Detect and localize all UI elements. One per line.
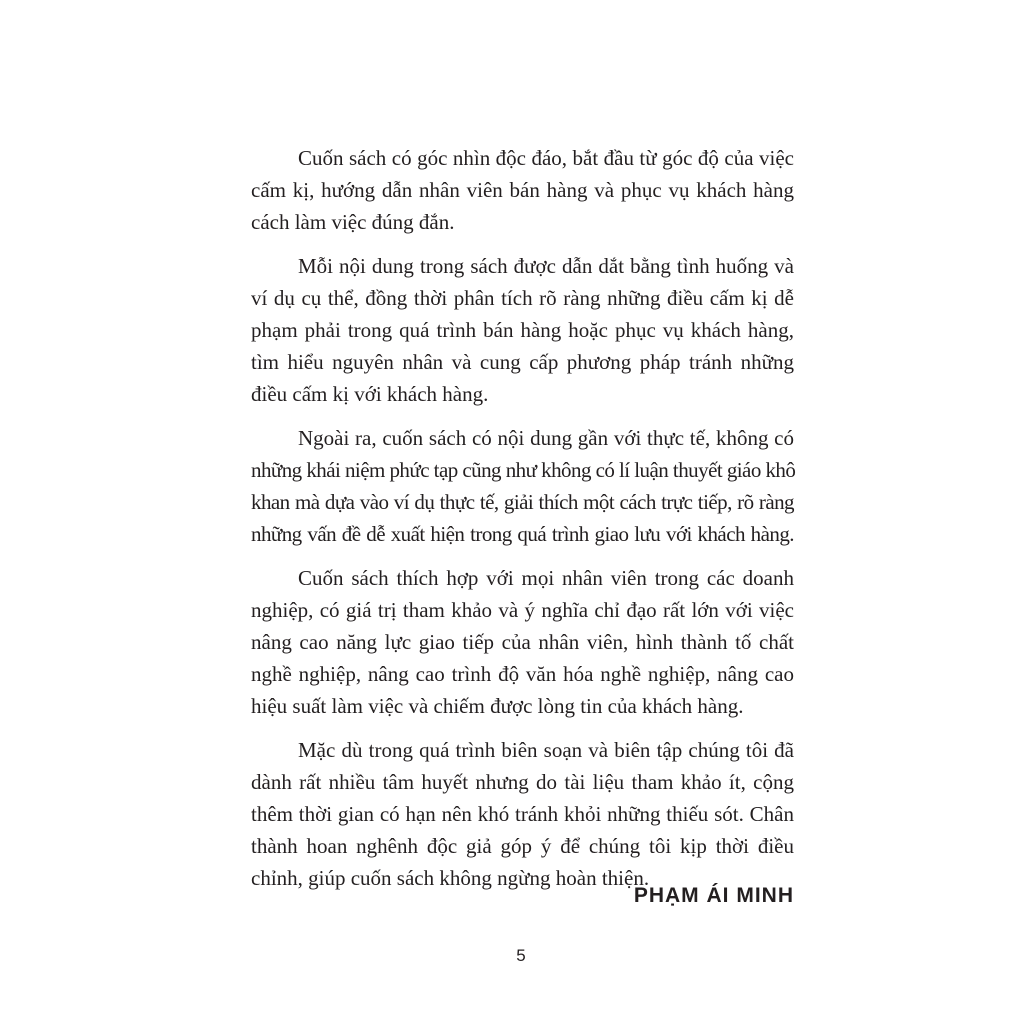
paragraph-2-line-3: phạm phải trong quá trình bán hàng hoặc phục vụ khách hàng, [251, 318, 794, 342]
paragraph-5-line-5: chỉnh, giúp cuốn sách không ngừng hoàn thiện. [251, 866, 650, 890]
paragraph-2-line-2: ví dụ cụ thể, đồng thời phân tích rõ ràng những điều cấm kị dễ [251, 286, 794, 310]
paragraph-4-line-5: hiệu suất làm việc và chiếm được lòng tin của khách hàng. [251, 694, 744, 718]
paragraph-4-line-3: nâng cao năng lực giao tiếp của nhân viên, hình thành tố chất [251, 630, 794, 654]
paragraph-2-line-4: tìm hiểu nguyên nhân và cung cấp phương pháp tránh những [251, 350, 794, 374]
paragraph-5 [251, 734, 794, 894]
paragraph-2 [251, 250, 794, 410]
paragraph-2-line-5: điều cấm kị với khách hàng. [251, 382, 489, 406]
paragraph-3-line-2: những khái niệm phức tạp cũng như không có lí luận thuyết giáo khô [251, 458, 796, 482]
paragraph-1 [251, 142, 794, 238]
paragraph-3-line-1: Ngoài ra, cuốn sách có nội dung gần với thực tế, không có [298, 426, 794, 450]
paragraph-3-line-3: khan mà dựa vào ví dụ thực tế, giải thích một cách trực tiếp, rõ ràng [251, 490, 794, 514]
paragraph-1-line-1: Cuốn sách có góc nhìn độc đáo, bắt đầu từ góc độ của việc [298, 146, 794, 170]
paragraph-5-line-4: thành hoan nghênh độc giả góp ý để chúng tôi kịp thời điều [251, 834, 794, 858]
paragraph-5-line-3: thêm thời gian có hạn nên khó tránh khỏi những thiếu sót. Chân [251, 802, 794, 826]
paragraph-4-line-2: nghiệp, có giá trị tham khảo và ý nghĩa chỉ đạo rất lớn với việc [251, 598, 794, 622]
page-number: 5 [516, 946, 526, 965]
paragraph-4 [251, 562, 794, 722]
paragraph-4-line-4: nghề nghiệp, nâng cao trình độ văn hóa nghề nghiệp, nâng cao [251, 662, 794, 686]
paragraph-1-line-2: cấm kị, hướng dẫn nhân viên bán hàng và phục vụ khách hàng [251, 178, 794, 202]
paragraph-4-line-1: Cuốn sách thích hợp với mọi nhân viên trong các doanh [298, 566, 794, 590]
paragraph-5-line-1: Mặc dù trong quá trình biên soạn và biên tập chúng tôi đã [298, 738, 794, 762]
author-signature: PHẠM ÁI MINH [633, 884, 794, 907]
paragraph-1-line-3: cách làm việc đúng đắn. [251, 210, 455, 234]
paragraph-5-line-2: dành rất nhiều tâm huyết nhưng do tài liệu tham khảo ít, cộng [251, 770, 794, 794]
body-text [251, 142, 794, 894]
paragraph-3-line-4: những vấn đề dễ xuất hiện trong quá trình giao lưu với khách hàng. [251, 522, 794, 546]
paragraph-2-line-1: Mỗi nội dung trong sách được dẫn dắt bằng tình huống và [298, 254, 794, 278]
paragraph-3 [251, 422, 794, 550]
